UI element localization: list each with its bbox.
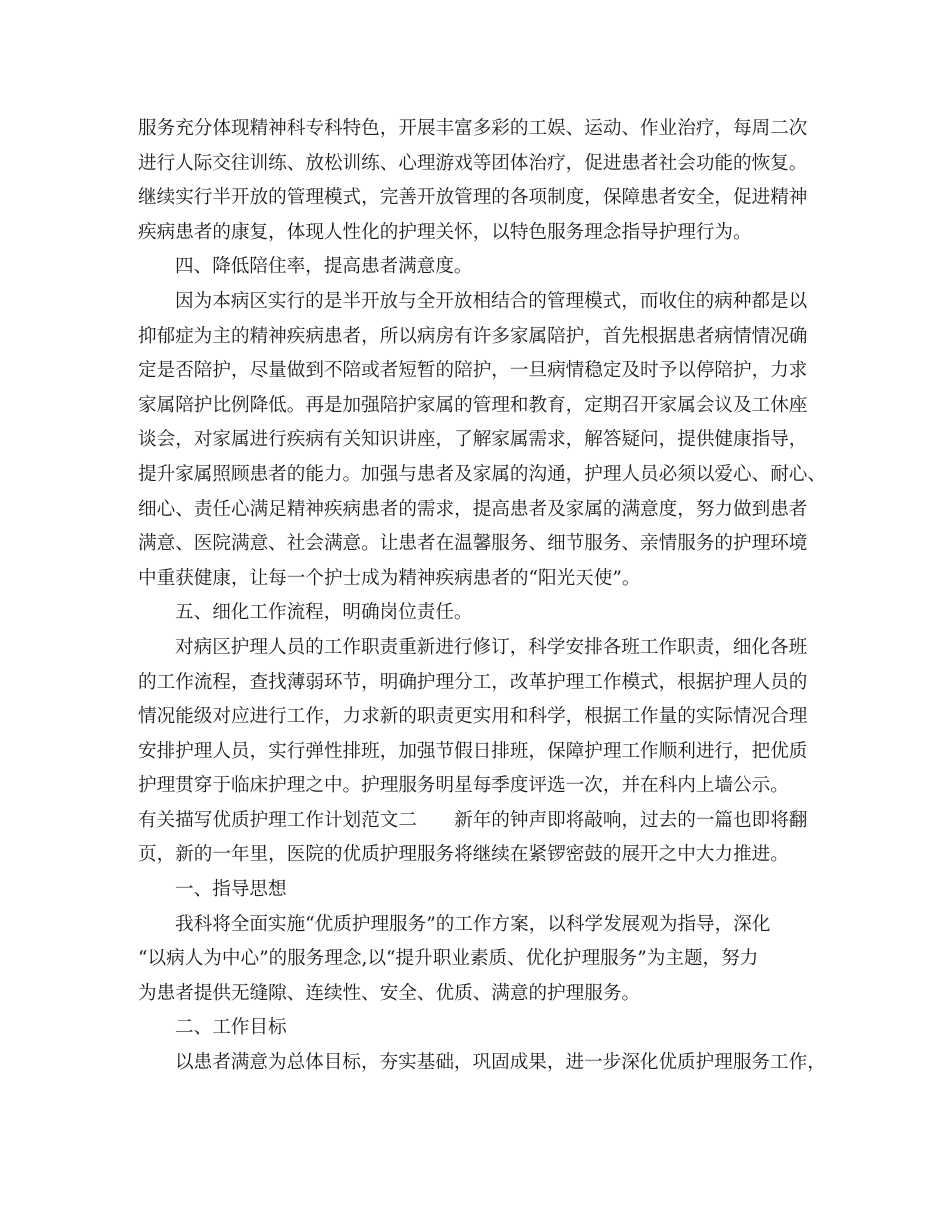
text-line: 五、细化工作流程，明确岗位责任。 — [175, 602, 473, 624]
text-line: 页，新的一年里，医院的优质护理服务将继续在紧锣密鼓的展开之中大力推进。 — [138, 844, 789, 866]
text-line: 满意、医院满意、社会满意。让患者在温馨服务、细节服务、亲情服务的护理环境 — [138, 533, 808, 555]
text-line: 情况能级对应进行工作，力求新的职责更实用和科学，根据工作量的实际情况合理 — [138, 706, 808, 728]
text-line: 护理贯穿于临床护理之中。护理服务明星每季度评选一次，并在科内上墙公示。 — [138, 775, 789, 797]
text-line: 安排护理人员，实行弹性排班，加强节假日排班，保障护理工作顺利进行，把优质 — [138, 740, 808, 762]
text-line: 有关描写优质护理工作计划范文二 新年的钟声即将敲响，过去的一篇也即将翻 — [138, 809, 808, 831]
text-line: 我科将全面实施“优质护理服务”的工作方案，以科学发展观为指导，深化 — [175, 913, 771, 935]
text-line: 定是否陪护，尽量做到不陪或者短暂的陪护，一旦病情稳定及时予以停陪护，力求 — [138, 360, 808, 382]
text-line: 一、指导思想 — [175, 879, 287, 901]
text-line: 以患者满意为总体目标，夯实基础，巩固成果，进一步深化优质护理服务工作， — [175, 1052, 826, 1074]
text-line: 谈会，对家属进行疾病有关知识讲座，了解家属需求，解答疑问，提供健康指导， — [138, 429, 808, 451]
text-line: 因为本病区实行的是半开放与全开放相结合的管理模式，而收住的病种都是以 — [175, 290, 808, 312]
text-line: 为患者提供无缝隙、连续性、安全、优质、满意的护理服务。 — [138, 982, 641, 1004]
text-line: 对病区护理人员的工作职责重新进行修订，科学安排各班工作职责，细化各班 — [175, 636, 808, 658]
text-line: 二、工作目标 — [175, 1017, 287, 1039]
text-line: 进行人际交往训练、放松训练、心理游戏等团体治疗，促进患者社会功能的恢复。 — [138, 152, 808, 174]
text-line: 细心、责任心满足精神疾病患者的需求，提高患者及家属的满意度，努力做到患者 — [138, 498, 808, 520]
text-line: 提升家属照顾患者的能力。加强与患者及家属的沟通，护理人员必须以爱心、耐心、 — [138, 463, 826, 485]
text-line: 疾病患者的康复，体现人性化的护理关怀，以特色服务理念指导护理行为。 — [138, 221, 752, 243]
text-line: 服务充分体现精神科专科特色，开展丰富多彩的工娱、运动、作业治疗，每周二次 — [138, 118, 808, 139]
text-line: “以病人为中心”的服务理念,以“提升职业素质、优化护理服务”为主题，努力 — [138, 948, 759, 970]
text-line: 抑郁症为主的精神疾病患者，所以病房有许多家属陪护，首先根据患者病情情况确 — [138, 325, 808, 347]
text-line: 的工作流程，查找薄弱环节，明确护理分工，改革护理工作模式，根据护理人员的 — [138, 671, 808, 693]
text-line: 四、降低陪住率，提高患者满意度。 — [175, 256, 473, 278]
text-line: 家属陪护比例降低。再是加强陪护家属的管理和教育，定期召开家属会议及工休座 — [138, 394, 808, 416]
text-line: 中重获健康，让每一个护士成为精神疾病患者的“阳光天使”。 — [138, 567, 641, 589]
document-body — [138, 112, 828, 1081]
text-line: 继续实行半开放的管理模式，完善开放管理的各项制度，保障患者安全，促进精神 — [138, 187, 808, 209]
